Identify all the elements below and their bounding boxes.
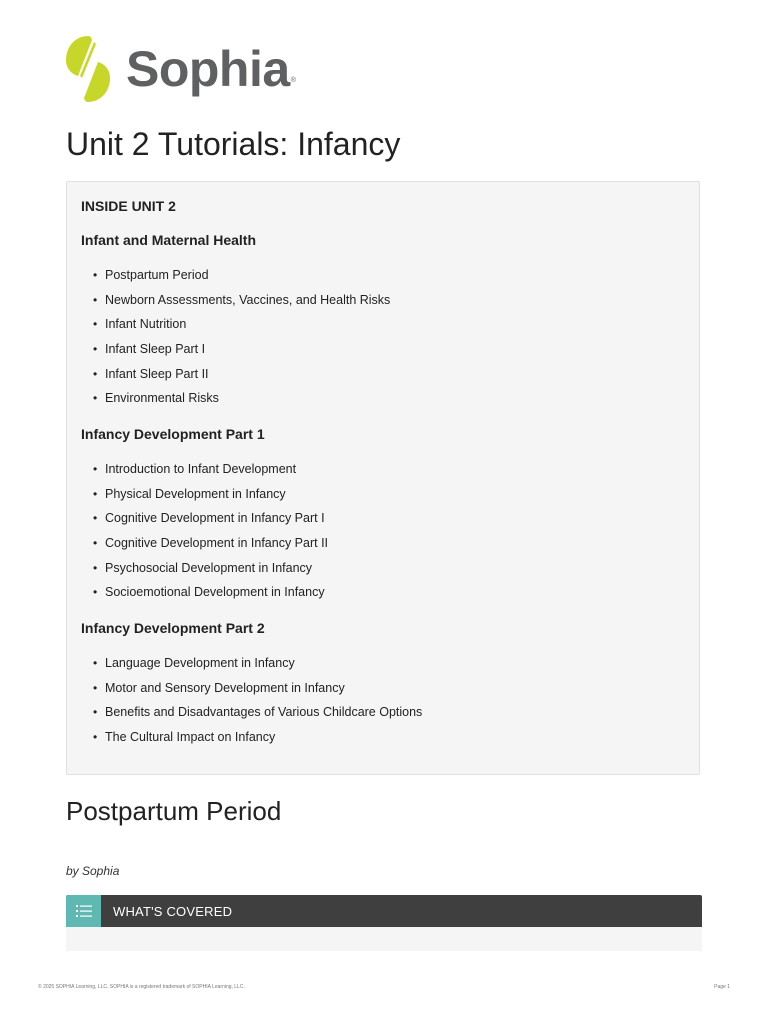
topic-item[interactable]: [81, 315, 390, 340]
unit-title: Unit 2 Tutorials: Infancy: [66, 126, 401, 162]
topic-list: [81, 654, 422, 753]
sophia-logo[interactable]: [66, 36, 296, 102]
topic-list: [81, 460, 328, 608]
topic-item[interactable]: [81, 654, 422, 679]
bullet-icon: •: [93, 560, 98, 575]
bullet-icon: •: [93, 268, 98, 282]
topic-item[interactable]: [81, 365, 390, 390]
topic-link[interactable]: Infant Sleep Part I: [105, 342, 206, 357]
topic-item[interactable]: [81, 340, 390, 365]
topic-item[interactable]: [81, 728, 422, 753]
topic-item[interactable]: [81, 679, 422, 704]
whats-covered-header: [66, 895, 702, 927]
topic-item[interactable]: [81, 509, 328, 534]
topic-link[interactable]: Environmental Risks: [105, 391, 219, 406]
bullet-icon: •: [93, 730, 98, 745]
bullet-icon: •: [93, 680, 98, 695]
topic-link[interactable]: Benefits and Disadvantages of Various Childcare Options: [105, 705, 423, 720]
footer-copyright: © 2025 SOPHIA Learning, LLC. SOPHIA is a registered trademark of SOPHIA Learning, LLC.: [38, 984, 245, 990]
bullet-icon: •: [93, 462, 98, 476]
topic-link[interactable]: Cognitive Development in Infancy Part I: [105, 511, 325, 526]
section-title-infancy-development-2: Infancy Development Part 2: [81, 620, 265, 636]
bullet-icon: •: [93, 292, 98, 307]
bullet-icon: •: [93, 511, 98, 526]
topic-link[interactable]: Language Development in Infancy: [105, 656, 295, 670]
topic-item[interactable]: [81, 534, 328, 559]
bullet-icon: •: [93, 705, 98, 720]
topic-link[interactable]: Motor and Sensory Development in Infancy: [105, 680, 345, 695]
bullet-icon: •: [93, 391, 98, 406]
topic-item[interactable]: [81, 485, 328, 510]
topic-item[interactable]: [81, 703, 422, 728]
topic-item[interactable]: [81, 291, 390, 316]
inside-unit-label: INSIDE UNIT 2: [81, 198, 176, 214]
topic-link[interactable]: Socioemotional Development in Infancy: [105, 585, 325, 600]
bullet-icon: •: [93, 536, 98, 551]
sophia-logo-icon: [66, 36, 110, 102]
topic-item[interactable]: [81, 460, 328, 485]
bullet-icon: •: [93, 342, 98, 357]
bullet-icon: •: [93, 585, 98, 600]
bullet-icon: •: [93, 486, 98, 501]
logo-wordmark: Sophia: [126, 41, 290, 97]
footer-page-number: Page 1: [714, 984, 730, 990]
topic-link[interactable]: Newborn Assessments, Vaccines, and Health Risks: [105, 292, 391, 307]
whats-covered-body: [66, 927, 702, 951]
section-title-infancy-development-1: Infancy Development Part 1: [81, 426, 265, 442]
topic-link[interactable]: Physical Development in Infancy: [105, 486, 286, 501]
topic-item[interactable]: [81, 559, 328, 584]
inside-unit-box: [66, 181, 700, 775]
lesson-title: Postpartum Period: [66, 796, 282, 826]
topic-link[interactable]: Psychosocial Development in Infancy: [105, 560, 313, 575]
topic-link[interactable]: Introduction to Infant Development: [105, 462, 297, 476]
list-icon: [66, 895, 101, 927]
topic-item[interactable]: [81, 389, 390, 414]
bullet-icon: •: [93, 317, 98, 332]
topic-list: [81, 266, 390, 414]
topic-link[interactable]: The Cultural Impact on Infancy: [105, 730, 276, 745]
topic-link[interactable]: Postpartum Period: [105, 268, 209, 282]
topic-link[interactable]: Infant Nutrition: [105, 317, 187, 332]
bullet-icon: •: [93, 656, 98, 670]
topic-link[interactable]: Infant Sleep Part II: [105, 366, 209, 381]
topic-item[interactable]: [81, 583, 328, 608]
topic-link[interactable]: Cognitive Development in Infancy Part II: [105, 536, 329, 551]
topic-item[interactable]: [81, 266, 390, 291]
section-title-infant-maternal-health: Infant and Maternal Health: [81, 232, 257, 248]
whats-covered-label: WHAT'S COVERED: [113, 903, 233, 919]
byline: by Sophia: [66, 864, 120, 878]
logo-registered-mark: ®: [290, 77, 296, 84]
bullet-icon: •: [93, 366, 98, 381]
